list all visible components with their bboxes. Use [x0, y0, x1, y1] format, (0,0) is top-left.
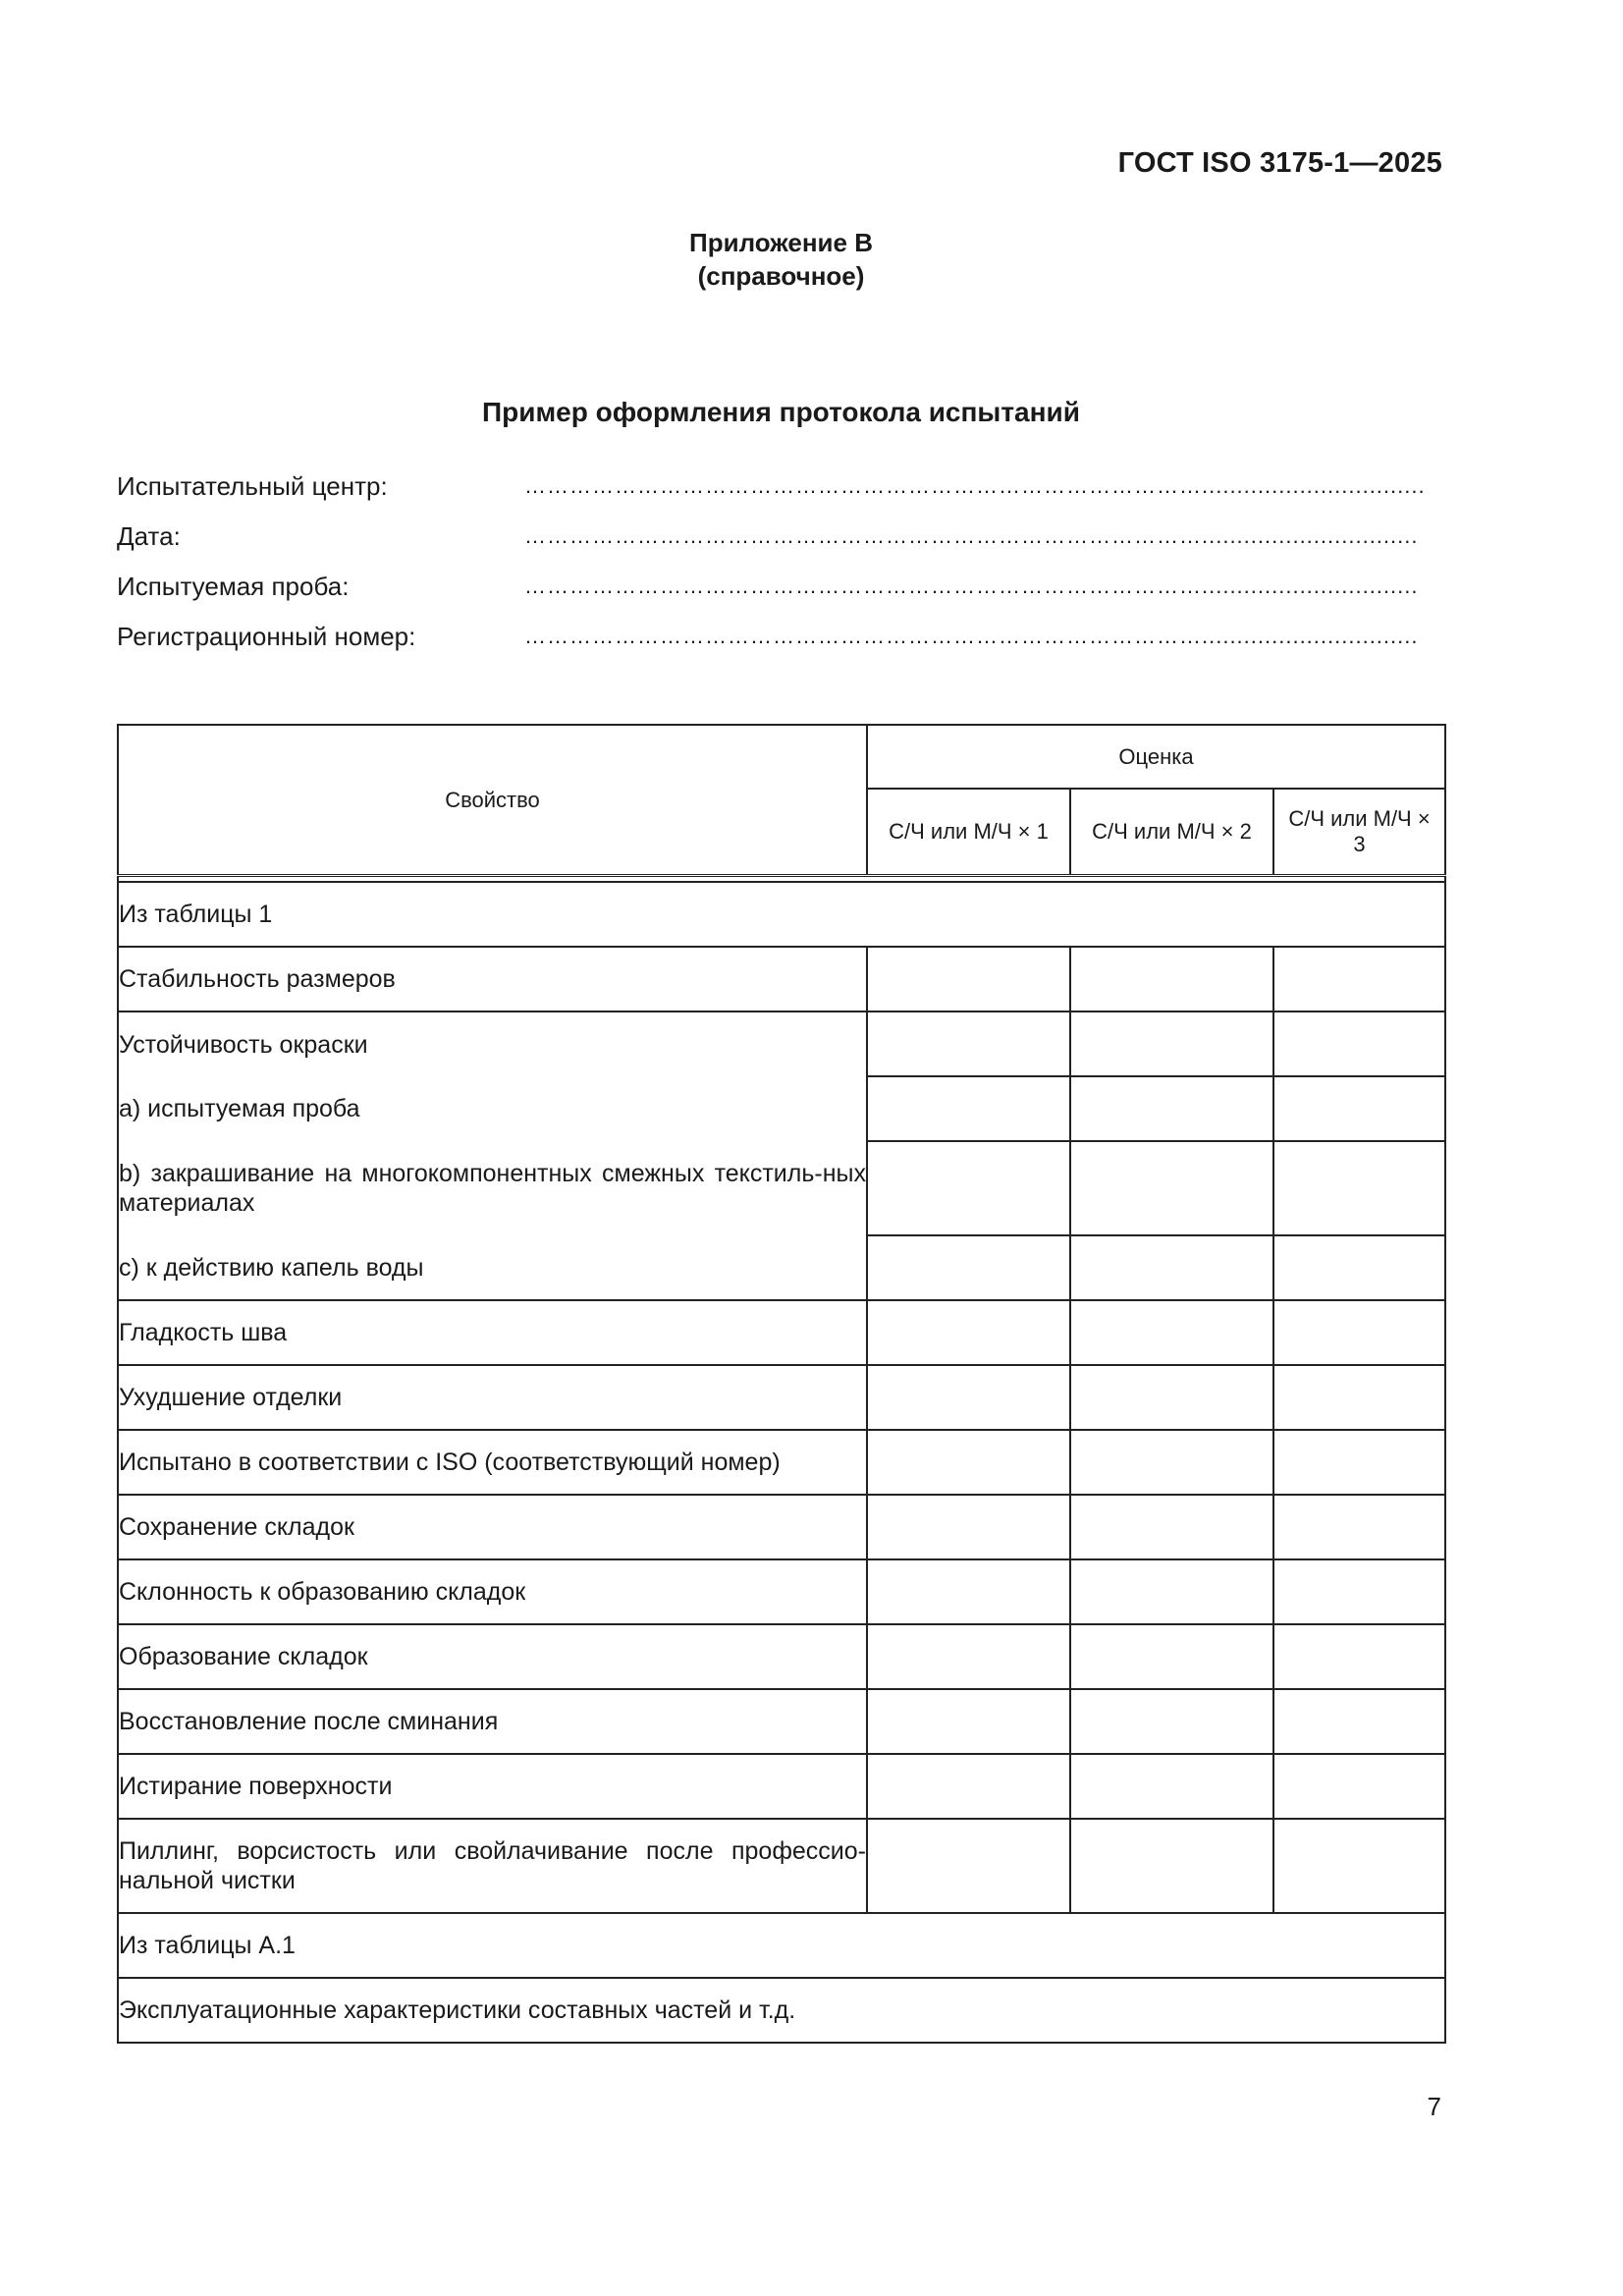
- header-rating-1: С/Ч или М/Ч × 1: [867, 789, 1070, 876]
- document-title: Пример оформления протокола испытаний: [482, 397, 1080, 427]
- field-testing-center: [117, 471, 1442, 521]
- row-label: a) испытуемая проба: [118, 1076, 867, 1141]
- row-label: Восстановление после сминания: [118, 1689, 867, 1754]
- rating-cell[interactable]: [1070, 1689, 1273, 1754]
- rating-cell[interactable]: [867, 1430, 1070, 1495]
- field-label: Дата:: [117, 521, 181, 551]
- header-rating-3: С/Ч или М/Ч × 3: [1273, 789, 1445, 876]
- table-row: [118, 1365, 1445, 1430]
- rating-cell[interactable]: [867, 1754, 1070, 1819]
- rating-cell[interactable]: [1273, 1819, 1445, 1913]
- section-label: Из таблицы А.1: [118, 1913, 1445, 1978]
- rating-cell[interactable]: [1070, 1011, 1273, 1076]
- row-label: c) к действию капель воды: [118, 1235, 867, 1300]
- table-row: [118, 1076, 1445, 1141]
- row-label: Стабильность размеров: [118, 947, 867, 1011]
- rating-cell[interactable]: [1273, 1300, 1445, 1365]
- rating-cell[interactable]: [1070, 1141, 1273, 1235]
- rating-cell[interactable]: [1273, 1624, 1445, 1689]
- row-label: Ухудшение отделки: [118, 1365, 867, 1430]
- standard-code: ГОСТ ISO 3175-1—2025: [1117, 147, 1442, 179]
- rating-cell[interactable]: [1273, 947, 1445, 1011]
- field-dots: ………………………………………………………………………………................................: [524, 473, 1426, 498]
- rating-cell[interactable]: [1070, 947, 1273, 1011]
- table-row: [118, 1235, 1445, 1300]
- table-row: [118, 1141, 1445, 1235]
- section-row: [118, 882, 1445, 947]
- rating-cell[interactable]: [867, 1011, 1070, 1076]
- rating-cell[interactable]: [1070, 1365, 1273, 1430]
- rating-cell[interactable]: [1273, 1141, 1445, 1235]
- row-label: Эксплуатационные характеристики составных частей и т.д.: [118, 1978, 1445, 2043]
- rating-cell[interactable]: [867, 1365, 1070, 1430]
- field-registration-number: [117, 622, 1442, 672]
- field-label: Регистрационный номер:: [117, 622, 416, 651]
- rating-cell[interactable]: [1070, 1754, 1273, 1819]
- rating-cell[interactable]: [1273, 1365, 1445, 1430]
- rating-cell[interactable]: [867, 1819, 1070, 1913]
- rating-cell[interactable]: [1070, 1235, 1273, 1300]
- rating-cell[interactable]: [1273, 1235, 1445, 1300]
- row-label: Образование складок: [118, 1624, 867, 1689]
- field-dots: ………………………………………………………………………………...............................: [524, 523, 1419, 548]
- rating-cell[interactable]: [867, 1689, 1070, 1754]
- row-label: Истирание поверхности: [118, 1754, 867, 1819]
- rating-cell[interactable]: [1273, 1430, 1445, 1495]
- table-row: [118, 1495, 1445, 1559]
- rating-cell[interactable]: [1070, 1559, 1273, 1624]
- table-row: [118, 1300, 1445, 1365]
- row-label: Склонность к образованию складок: [118, 1559, 867, 1624]
- row-label: Пиллинг, ворсистость или свойлачивание после профессио-нальной чистки: [118, 1819, 867, 1913]
- rating-cell[interactable]: [867, 1235, 1070, 1300]
- annex-title: Приложение В: [689, 228, 873, 257]
- table-header-row: [118, 725, 1445, 789]
- field-dots: ………………………………………………………………………………...............................: [524, 624, 1419, 648]
- rating-cell[interactable]: [1070, 1300, 1273, 1365]
- field-label: Испытуемая проба:: [117, 572, 350, 601]
- table-row: [118, 1978, 1445, 2043]
- page-number: 7: [1427, 2092, 1441, 2121]
- header-rating-2: С/Ч или М/Ч × 2: [1070, 789, 1273, 876]
- row-label: b) закрашивание на многокомпонентных смежных текстиль-ных материалах: [118, 1141, 867, 1235]
- rating-cell[interactable]: [867, 1076, 1070, 1141]
- rating-cell[interactable]: [1070, 1430, 1273, 1495]
- row-label: Устойчивость окраски: [118, 1011, 867, 1076]
- rating-cell[interactable]: [1070, 1495, 1273, 1559]
- rating-cell[interactable]: [867, 1141, 1070, 1235]
- rating-cell[interactable]: [1070, 1076, 1273, 1141]
- rating-cell[interactable]: [867, 1559, 1070, 1624]
- annex-status: (справочное): [697, 261, 865, 291]
- annex-heading: [0, 226, 1562, 293]
- row-label: Испытано в соответствии с ISO (соответствующий номер): [118, 1430, 867, 1495]
- rating-cell[interactable]: [1070, 1624, 1273, 1689]
- rating-cell[interactable]: [867, 947, 1070, 1011]
- row-label: Гладкость шва: [118, 1300, 867, 1365]
- field-label: Испытательный центр:: [117, 471, 388, 501]
- table-row: [118, 1430, 1445, 1495]
- rating-cell[interactable]: [1273, 1076, 1445, 1141]
- table-row: [118, 1624, 1445, 1689]
- table-row: [118, 1011, 1445, 1076]
- rating-cell[interactable]: [1273, 1011, 1445, 1076]
- table-row: [118, 947, 1445, 1011]
- rating-cell[interactable]: [867, 1495, 1070, 1559]
- rating-cell[interactable]: [867, 1300, 1070, 1365]
- header-rating: Оценка: [867, 725, 1445, 789]
- rating-cell[interactable]: [1273, 1689, 1445, 1754]
- header-property: Свойство: [118, 725, 867, 876]
- table-row: [118, 1559, 1445, 1624]
- field-date: [117, 521, 1442, 572]
- table-row: [118, 1754, 1445, 1819]
- table-row: [118, 1819, 1445, 1913]
- row-label: Сохранение складок: [118, 1495, 867, 1559]
- rating-cell[interactable]: [1070, 1819, 1273, 1913]
- rating-cell[interactable]: [1273, 1495, 1445, 1559]
- protocol-table: [117, 724, 1446, 2044]
- section-row: [118, 1913, 1445, 1978]
- field-test-sample: [117, 572, 1442, 622]
- rating-cell[interactable]: [1273, 1754, 1445, 1819]
- rating-cell[interactable]: [1273, 1559, 1445, 1624]
- table-row: [118, 1689, 1445, 1754]
- section-label: Из таблицы 1: [118, 882, 1445, 947]
- protocol-fields: [117, 471, 1442, 672]
- rating-cell[interactable]: [867, 1624, 1070, 1689]
- field-dots: ………………………………………………………………………………...............................: [524, 574, 1419, 598]
